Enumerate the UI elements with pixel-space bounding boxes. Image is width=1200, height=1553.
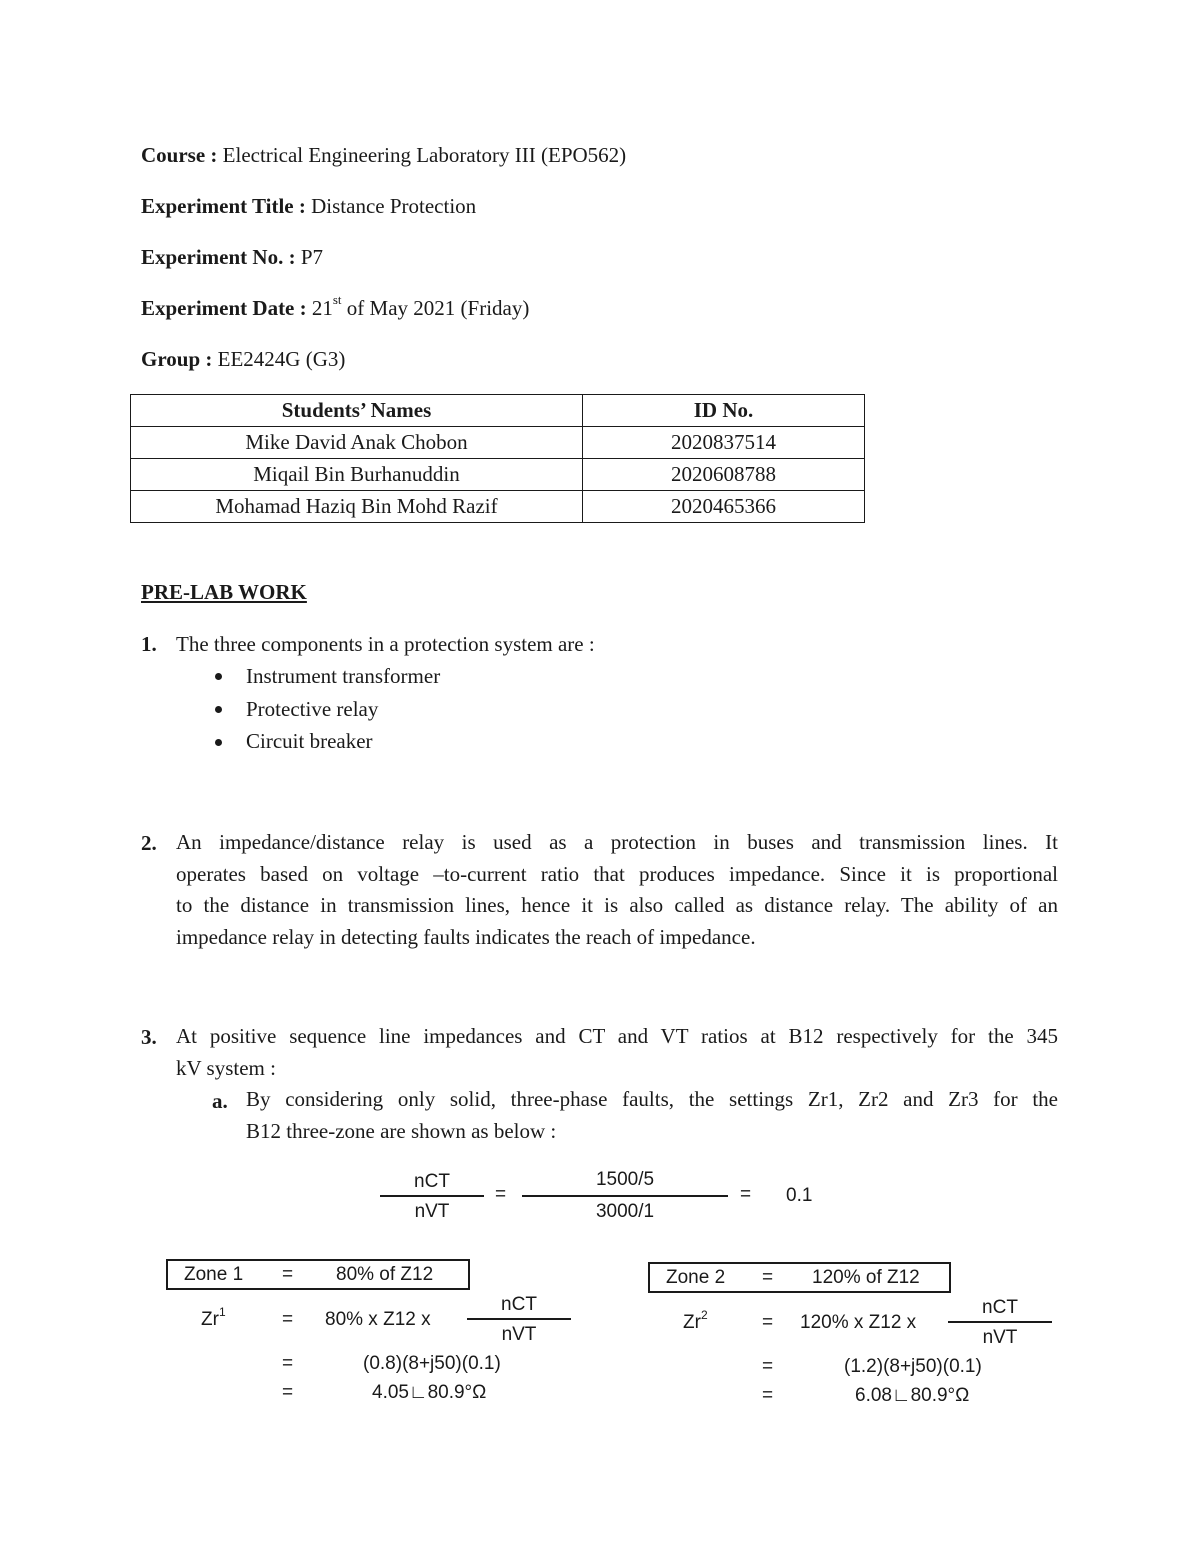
table-row: [131, 427, 865, 459]
fraction-bar: [380, 1195, 484, 1197]
zr2-frac-numerator: nCT: [982, 1297, 1018, 1318]
q3a-paragraph: [246, 1084, 1058, 1147]
student-name: Mike David Anak Chobon: [131, 427, 583, 459]
q3-paragraph: [176, 1021, 1058, 1084]
group-value: EE2424G (G3): [217, 347, 346, 371]
bullet-icon: [215, 739, 222, 746]
zr1-equals: =: [282, 1309, 294, 1330]
course-line: [141, 143, 626, 168]
bullet-icon: [215, 673, 222, 680]
prelab-heading: PRE-LAB WORK: [141, 580, 307, 604]
q1-bullet-1: Instrument transformer: [246, 664, 441, 688]
bullet-icon: [215, 706, 222, 713]
header-names: Students’ Names: [131, 395, 583, 427]
zr2-step1-equals: =: [762, 1356, 774, 1377]
zr1-step1: (0.8)(8+j50)(0.1): [363, 1353, 501, 1374]
zone2-percent: 120% of Z12: [812, 1267, 920, 1288]
experiment-no-value: P7: [300, 245, 323, 269]
q1-bullet-2: Protective relay: [246, 697, 379, 721]
experiment-date-line: [141, 292, 530, 321]
experiment-date-day: 21: [311, 296, 333, 320]
q3a-line: B12 three-zone are shown as below :: [246, 1118, 557, 1143]
zr2-step1: (1.2)(8+j50)(0.1): [844, 1356, 982, 1377]
student-name: Mohamad Haziq Bin Mohd Razif: [131, 491, 583, 523]
zr1-subscript: 1: [218, 1305, 226, 1319]
q2-number: 2.: [141, 831, 157, 855]
group-line: [141, 347, 345, 372]
q1-text: The three components in a protection system are :: [176, 632, 595, 656]
ratio-equals-2: =: [740, 1184, 752, 1205]
zone1-box-equals: =: [282, 1264, 294, 1285]
zr1-step2: 4.05∟80.9°Ω: [372, 1382, 487, 1403]
ratio-result: 0.1: [786, 1185, 813, 1206]
q3-line: kV system :: [176, 1055, 276, 1080]
course-label: Course :: [141, 143, 218, 167]
table-row: [131, 459, 865, 491]
ratio-numerator: nCT: [414, 1171, 450, 1192]
q2-line: impedance relay in detecting faults indicates the reach of impedance.: [176, 924, 756, 949]
ratio-numerator-2: 1500/5: [595, 1169, 655, 1190]
zone1-label: Zone 1: [184, 1264, 244, 1285]
ratio-denominator: nVT: [414, 1201, 450, 1222]
fraction-bar: [467, 1318, 571, 1320]
ratio-equals-1: =: [495, 1184, 507, 1205]
q1-bullet-3: Circuit breaker: [246, 729, 373, 753]
experiment-date-label: Experiment Date :: [141, 296, 307, 320]
experiment-no-label: Experiment No. :: [141, 245, 296, 269]
zr1-letter: Zr: [201, 1309, 219, 1330]
course-value: Electrical Engineering Laboratory III (EPO562): [222, 143, 627, 167]
experiment-title-value: Distance Protection: [311, 194, 477, 218]
q2-line: An impedance/distance relay is used as a protection in buses and transmission lines. It: [176, 830, 1058, 854]
zr2-subscript: 2: [700, 1308, 708, 1322]
table-header-row: [131, 395, 865, 427]
student-id: 2020465366: [583, 491, 865, 523]
q2-line: to the distance in transmission lines, hence it is also called as distance relay. The ability of an: [176, 893, 1058, 917]
q3-number: 3.: [141, 1025, 157, 1049]
fraction-bar: [522, 1195, 728, 1197]
q3a-line: By considering only solid, three-phase faults, the settings Zr1, Zr2 and Zr3 for the: [246, 1087, 1058, 1111]
ratio-denominator-2: 3000/1: [595, 1201, 655, 1222]
zr2-symbol: [683, 1308, 708, 1334]
q1-number: 1.: [141, 632, 157, 656]
experiment-date-rest: of May 2021 (Friday): [346, 296, 530, 320]
student-name: Miqail Bin Burhanuddin: [131, 459, 583, 491]
table-row: [131, 491, 865, 523]
group-label: Group :: [141, 347, 213, 371]
experiment-no-line: [141, 245, 323, 270]
zr1-expression: 80% x Z12 x: [325, 1309, 431, 1330]
zr2-expression: 120% x Z12 x: [800, 1312, 917, 1333]
experiment-title-label: Experiment Title :: [141, 194, 306, 218]
q3-line: At positive sequence line impedances and CT and VT ratios at B12 respectively for the 345: [176, 1024, 1058, 1048]
zone1-percent: 80% of Z12: [336, 1264, 434, 1285]
student-id: 2020837514: [583, 427, 865, 459]
zr1-symbol: [201, 1305, 226, 1331]
zr1-frac-denominator: nVT: [501, 1324, 537, 1345]
zr1-frac-numerator: nCT: [501, 1294, 537, 1315]
fraction-bar: [948, 1321, 1052, 1323]
student-id: 2020608788: [583, 459, 865, 491]
zr2-step2-equals: =: [762, 1385, 774, 1406]
zone2-label: Zone 2: [666, 1267, 726, 1288]
zr2-frac-denominator: nVT: [982, 1327, 1018, 1348]
zr2-equals: =: [762, 1312, 774, 1333]
experiment-date-suffix: st: [332, 292, 342, 307]
zr2-letter: Zr: [683, 1312, 701, 1333]
zr1-step1-equals: =: [282, 1353, 294, 1374]
students-table: [130, 394, 865, 523]
zone2-box-equals: =: [762, 1267, 774, 1288]
q2-line: operates based on voltage –to-current ratio that produces impedance. Since it is proportional: [176, 861, 1058, 886]
zr1-step2-equals: =: [282, 1382, 294, 1403]
zr2-step2: 6.08∟80.9°Ω: [855, 1385, 970, 1406]
q3a-label: a.: [212, 1089, 228, 1113]
q2-paragraph: [176, 827, 1058, 953]
header-id: ID No.: [583, 395, 865, 427]
experiment-title-line: [141, 194, 476, 219]
